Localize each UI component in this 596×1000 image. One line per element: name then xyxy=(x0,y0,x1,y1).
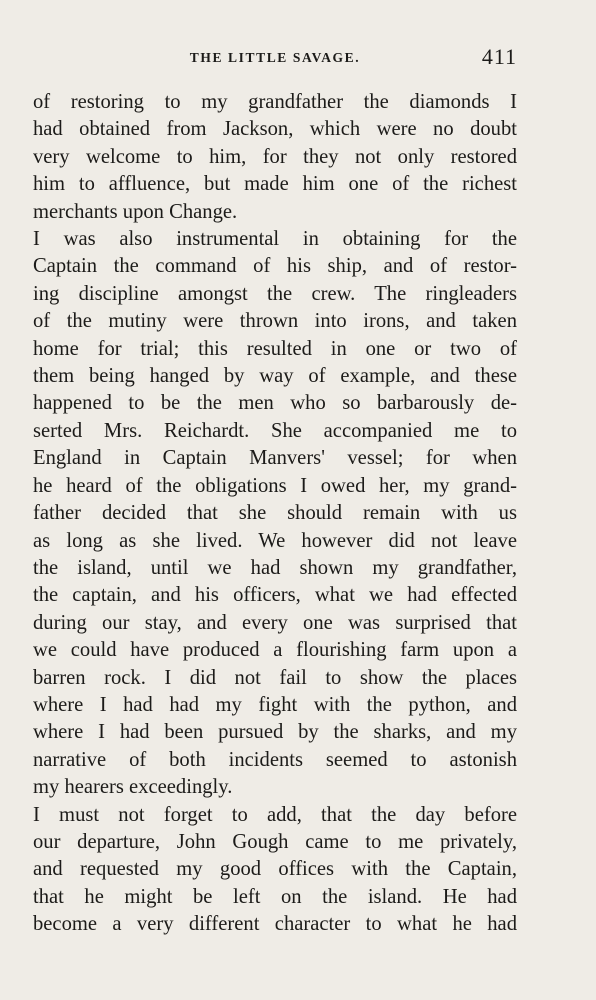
text-line: happened to be the men who so barbarously de- xyxy=(33,392,517,415)
page-header xyxy=(33,44,517,74)
text-line: narrative of both incidents seemed to astonish xyxy=(33,748,517,771)
text-line: become a very different character to what he had xyxy=(33,913,517,936)
text-line: that he might be left on the island. He had xyxy=(33,885,517,908)
text-line: the island, until we had shown my grandfather, xyxy=(33,556,517,579)
text-line: he heard of the obligations I owed her, my grand- xyxy=(33,474,517,497)
text-line: the captain, and his officers, what we had effected xyxy=(33,584,517,607)
text-line: home for trial; this resulted in one or two of xyxy=(33,337,517,360)
text-line: England in Captain Manvers' vessel; for when xyxy=(33,447,517,470)
text-line: we could have produced a flourishing farm upon a xyxy=(33,639,517,662)
body-text xyxy=(33,89,517,939)
page-number: 411 xyxy=(481,44,517,69)
text-line: them being hanged by way of example, and these xyxy=(33,365,517,388)
text-line: of the mutiny were thrown into irons, and taken xyxy=(33,310,517,333)
text-line: my hearers exceedingly. xyxy=(33,776,233,799)
text-line: father decided that she should remain with us xyxy=(33,502,517,525)
paragraph-2 xyxy=(33,226,517,802)
text-line: during our stay, and every one was surprised that xyxy=(33,611,517,634)
text-line: had obtained from Jackson, which were no doubt xyxy=(33,118,517,141)
text-line: Captain the command of his ship, and of restor- xyxy=(33,255,517,278)
paragraph-1 xyxy=(33,89,517,226)
text-line: where I had had my fight with the python, and xyxy=(33,693,517,716)
text-line: serted Mrs. Reichardt. She accompanied me to xyxy=(33,419,517,442)
text-line: I was also instrumental in obtaining for the xyxy=(33,228,517,251)
paragraph-3 xyxy=(33,802,517,939)
text-line: barren rock. I did not fail to show the places xyxy=(33,666,517,689)
running-head: THE LITTLE SAVAGE. xyxy=(189,50,361,65)
text-line: him to affluence, but made him one of the richest xyxy=(33,173,517,196)
text-line: of restoring to my grandfather the diamonds I xyxy=(33,91,517,113)
text-line: merchants upon Change. xyxy=(33,200,238,223)
text-line: ing discipline amongst the crew. The ringleaders xyxy=(33,282,517,305)
text-line: where I had been pursued by the sharks, and my xyxy=(33,721,517,744)
text-line: and requested my good offices with the Captain, xyxy=(33,858,517,881)
text-line: as long as she lived. We however did not leave xyxy=(33,529,517,552)
text-line: our departure, John Gough came to me privately, xyxy=(33,830,517,853)
text-line: very welcome to him, for they not only restored xyxy=(33,145,517,168)
text-line: I must not forget to add, that the day before xyxy=(33,803,517,826)
